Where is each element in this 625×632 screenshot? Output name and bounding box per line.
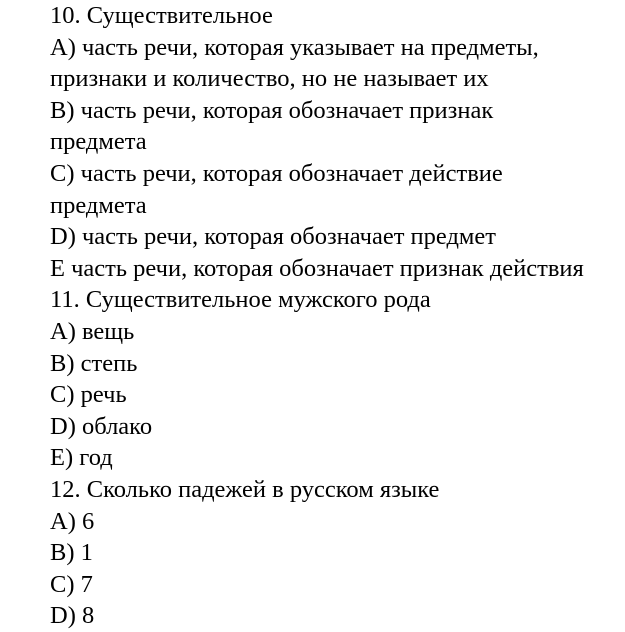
- question-10-option-c-line-2: предмета: [50, 191, 147, 219]
- test-document: [50, 0, 625, 632]
- question-12-title: 12. Сколько падежей в русском языке: [50, 475, 440, 503]
- question-10-option-d: D) часть речи, которая обозначает предмет: [50, 223, 497, 251]
- question-11-option-d: D) облако: [50, 412, 153, 440]
- question-10-option-b-line-2: предмета: [50, 128, 147, 156]
- question-12-option-c: C) 7: [50, 570, 93, 598]
- question-10-title: 10. Существительное: [50, 2, 273, 29]
- question-11-title: 11. Существительное мужского рода: [50, 286, 431, 314]
- question-11-option-a: A) вещь: [50, 317, 135, 345]
- question-11-option-c: C) речь: [50, 381, 127, 409]
- question-10-option-e: E часть речи, которая обозначает признак действия: [50, 254, 584, 282]
- question-10-option-a-line-2: признаки и количество, но не называет их: [50, 65, 489, 93]
- question-10-option-c-line-1: C) часть речи, которая обозначает действие: [50, 159, 503, 187]
- question-10-option-a-line-1: A) часть речи, которая указывает на предметы,: [50, 33, 539, 61]
- question-12-option-a: A) 6: [50, 507, 95, 535]
- question-12-option-b: B) 1: [50, 539, 93, 567]
- question-11-option-e: E) год: [50, 444, 113, 472]
- question-12-option-d: D) 8: [50, 602, 95, 630]
- question-10-option-b-line-1: B) часть речи, которая обозначает признак: [50, 96, 494, 124]
- question-11-option-b: B) степь: [50, 349, 138, 377]
